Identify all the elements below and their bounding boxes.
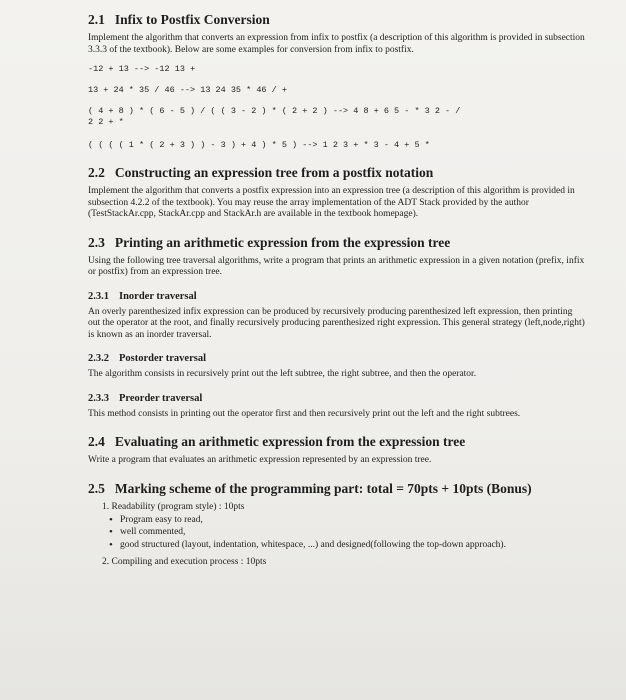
section-title: Preorder traversal [119,392,203,404]
bullet-item: • Program easy to read, [120,515,586,527]
section-title: Constructing an expression tree from a postfix notation [114,165,434,180]
section-title: Inorder traversal [119,290,197,302]
section-number: 2.5 [88,480,105,496]
readability-bullets [102,515,586,552]
section-title: Marking scheme of the programming part: total = 70pts + 10pts (Bonus) [114,480,532,496]
section-2-3-3-heading [88,393,586,404]
section-2-1-heading [88,12,586,28]
section-2-3-1-body: An overly parenthesized infix expression can be produced by recursively producing parenthesized left expression, then printing out the operator at the root, and finally recursively producing parenthesized right expression. This general strategy (left,node,right) is known as an inorder traversal. [88,306,585,340]
section-number: 2.1 [88,12,105,27]
marking-item-compiling: 2. Compiling and execution process : 10pts [102,557,267,567]
bullet-item: • good structured (layout, indentation, whitespace, ...) and designed(following the top-down approach). [120,540,586,552]
section-number: 2.3.2 [88,353,109,364]
section-title: Postorder traversal [119,353,206,364]
bullet-item: • well commented, [120,527,586,539]
example-2: 13 + 24 * 35 / 46 --> 13 24 35 * 46 / + [88,85,287,95]
section-number: 2.3 [88,234,105,250]
marking-item-readability: 1. Readability (program style) : 10pts [102,501,245,512]
section-2-4-body: Write a program that evaluates an arithmetic expression represented by an expression tree. [88,455,432,465]
section-2-3-heading [88,235,586,251]
section-2-3-2-heading [88,353,586,364]
section-number: 2.3.3 [88,392,109,404]
section-2-3-3-body: This method consists in printing out the operator first and then recursively print out the left and the right subtrees. [88,408,521,419]
example-1: -12 + 13 --> -12 13 + [88,64,196,74]
section-title: Infix to Postfix Conversion [114,12,270,27]
marking-scheme-list [88,502,586,568]
section-2-3-2-body: The algorithm consists in recursively print out the left subtree, the right subtree, and then the operator. [88,369,477,379]
section-2-5-heading [88,481,586,497]
section-2-1-body: Implement the algorithm that converts an expression from infix to postfix (a description of this algorithm is provided in subsection 3.3.3 of the textbook). Below are some examples for conversion from infix to postfix. [88,33,585,55]
section-2-4-heading [88,434,586,450]
example-4: ( ( ( ( 1 * ( 2 + 3 ) ) - 3 ) + 4 ) * 5 ) --> 1 2 3 + * 3 - 4 + 5 * [88,140,430,150]
section-2-3-body: Using the following tree traversal algorithms, write a program that prints an arithmetic expression in a given notation (prefix, infix or postfix) from an expression tree. [88,255,585,277]
example-3: ( 4 + 8 ) * ( 6 - 5 ) / ( ( 3 - 2 ) * ( 2 + 2 ) --> 4 8 + 6 5 - * 3 2 - / 2 2 + * [88,106,461,127]
section-2-2-heading [88,165,586,181]
section-title: Evaluating an arithmetic expression from the expression tree [114,434,466,449]
section-number: 2.4 [88,434,105,449]
section-number: 2.3.1 [88,290,109,302]
section-2-2-body: Implement the algorithm that converts a postfix expression into an expression tree (a description of this algorithm is provided in subsection 4.2.2 of the textbook). You may reuse the array implementation of the ADT Stack provided by the author (TestStackAr.cpp, StackAr.cpp and StackAr.h are available in the textbook homepage). [88,186,575,219]
section-title: Printing an arithmetic expression from the expression tree [114,234,451,250]
section-2-3-1-heading [88,291,586,302]
section-number: 2.2 [88,165,105,180]
